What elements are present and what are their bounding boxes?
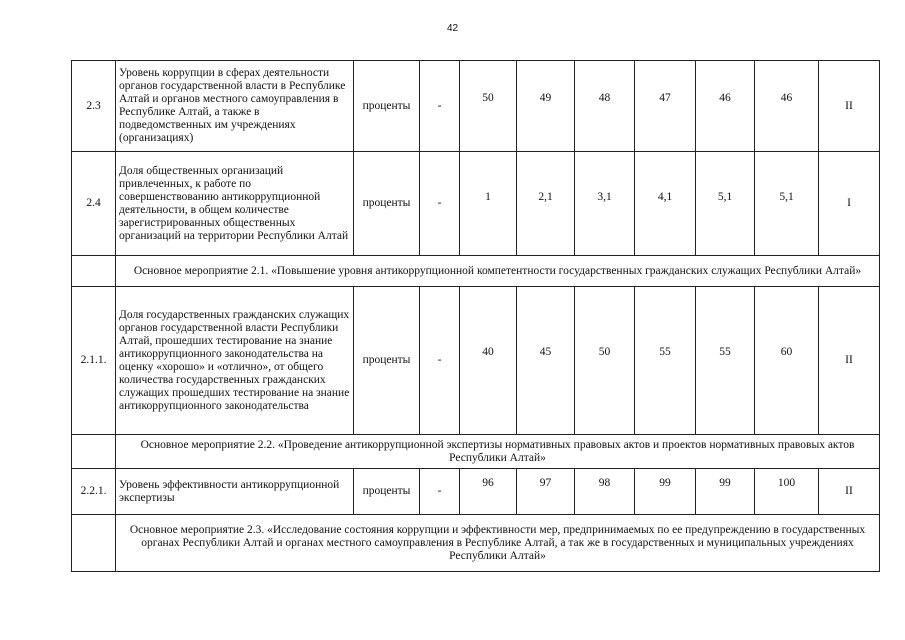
target-value: 55 [659, 346, 671, 358]
empty-cell [72, 435, 116, 469]
empty-cell [72, 515, 116, 572]
target-value: 100 [777, 477, 796, 489]
table-row [72, 152, 880, 256]
target-value: 2,1 [538, 191, 553, 203]
target-value-cell [517, 287, 575, 435]
indicator-grade: II [819, 61, 880, 152]
target-value: 50 [598, 346, 611, 358]
target-value-cell [696, 61, 755, 152]
base-value: - [437, 485, 442, 497]
base-value-cell [420, 287, 460, 435]
target-value: 45 [539, 346, 552, 358]
target-value: 5,1 [717, 191, 733, 203]
indicator-description: Уровень коррупции в сферах деятельности органов государственной власти в Республике Алтай и органов местного самоуправления в Республике Алтай, а также в подведомственных им учреждениях (организациях) [116, 61, 354, 152]
indicator-grade: II [819, 469, 880, 515]
target-value-cell [460, 61, 517, 152]
target-value: 4,1 [657, 191, 673, 203]
target-value: 97 [539, 477, 552, 489]
target-value-cell [575, 287, 635, 435]
target-value: 98 [598, 477, 611, 489]
table-row [72, 61, 880, 152]
table-row [72, 287, 880, 435]
indicator-number: 2.2.1. [72, 469, 116, 515]
target-value: 55 [719, 346, 731, 358]
indicators-table [71, 60, 880, 572]
target-value: 47 [659, 91, 671, 104]
target-value-cell [635, 287, 696, 435]
target-value-cell [460, 152, 517, 256]
target-value: 40 [482, 346, 494, 358]
indicator-number: 2.1.1. [72, 287, 116, 435]
indicator-description: Доля государственных гражданских служащих органов государственной власти Республики Алтай, прошедших тестирование на знание антикоррупционного законодательства на оценку «хорошо» и «отлично», от общего количества государственных гражданских служащих прошедших тестирование на знание антикоррупционного законодательства [116, 287, 354, 435]
base-value-cell [420, 469, 460, 515]
activity-heading: Основное мероприятие 2.1. «Повышение уровня антикоррупционной компетентности государственных гражданских служащих Республики Алтай» [116, 256, 880, 287]
indicator-number: 2.4 [72, 152, 116, 256]
target-value: 49 [539, 91, 552, 104]
target-value-cell [517, 61, 575, 152]
target-value: 99 [719, 477, 731, 489]
target-value-cell [575, 61, 635, 152]
target-value: 46 [780, 91, 793, 104]
target-value-cell [635, 152, 696, 256]
table-row [72, 256, 880, 287]
base-value-cell [420, 152, 460, 256]
indicator-description: Доля общественных организаций привлеченных, к работе по совершенствованию антикоррупционной деятельности, в общем количестве зарегистрированных общественных организаций на территории Республики Алтай [116, 152, 354, 256]
target-value: 1 [485, 191, 491, 203]
target-value: 48 [598, 91, 611, 104]
target-value-cell [460, 287, 517, 435]
target-value: 5,1 [779, 191, 794, 203]
target-value-cell [696, 469, 755, 515]
target-value-cell [517, 152, 575, 256]
target-value: 60 [780, 346, 793, 358]
indicator-unit: проценты [354, 61, 420, 152]
target-value-cell [755, 469, 819, 515]
activity-heading: Основное мероприятие 2.2. «Проведение антикоррупционной экспертизы нормативных правовых актов и проектов нормативных правовых актов Республики Алтай» [116, 435, 880, 469]
table-row [72, 435, 880, 469]
indicator-grade: I [819, 152, 880, 256]
activity-heading: Основное мероприятие 2.3. «Исследование состояния коррупции и эффективности мер, предпринимаемых по ее предупреждению в государственных органах Республики Алтай и органах местного самоуправления в Республике Алтай, а так же в государственных и муниципальных учреждениях Республики Алтай» [116, 515, 880, 572]
target-value-cell [575, 469, 635, 515]
indicator-unit: проценты [354, 287, 420, 435]
target-value-cell [460, 469, 517, 515]
target-value: 3,1 [597, 191, 612, 203]
indicator-unit: проценты [354, 152, 420, 256]
target-value-cell [635, 61, 696, 152]
base-value-cell [420, 61, 460, 152]
empty-cell [72, 256, 116, 287]
target-value-cell [696, 152, 755, 256]
target-value-cell [755, 152, 819, 256]
target-value-cell [517, 469, 575, 515]
target-value: 50 [482, 91, 494, 104]
indicator-number: 2.3 [72, 61, 116, 152]
indicator-description: Уровень эффективности антикоррупционной экспертизы [116, 469, 354, 515]
target-value-cell [635, 469, 696, 515]
indicator-unit: проценты [354, 469, 420, 515]
base-value: - [437, 354, 442, 366]
base-value: - [437, 99, 442, 112]
target-value: 46 [719, 91, 731, 104]
target-value-cell [755, 287, 819, 435]
target-value-cell [575, 152, 635, 256]
table-row [72, 515, 880, 572]
table-row [72, 469, 880, 515]
target-value-cell [755, 61, 819, 152]
base-value: - [437, 197, 442, 209]
indicator-grade: II [819, 287, 880, 435]
target-value: 96 [482, 477, 494, 489]
page-number: 42 [446, 23, 459, 34]
target-value-cell [696, 287, 755, 435]
target-value: 99 [659, 477, 671, 489]
